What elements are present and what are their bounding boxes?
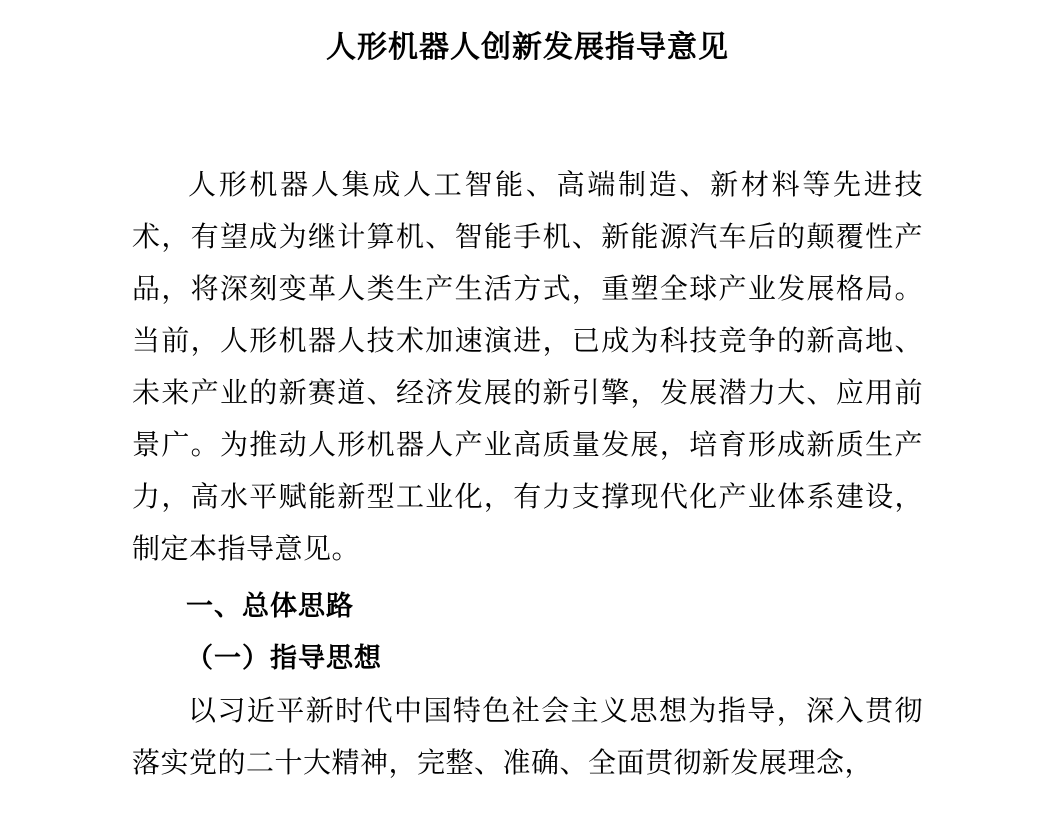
- heading-subsection-one: （一）指导思想: [186, 643, 382, 674]
- paragraph-guiding-ideology: 以习近平新时代中国特色社会主义思想为指导，深入贯彻落实党的二十大精神，完整、准确、全面贯彻新发展理念，: [132, 694, 923, 779]
- document-body: [0, 159, 1055, 789]
- page-title: 人形机器人创新发展指导意见: [326, 30, 729, 65]
- paragraph-intro: 人形机器人集成人工智能、高端制造、新材料等先进技术，有望成为继计算机、智能手机、新能源汽车后的颠覆性产品，将深刻变革人类生产生活方式，重塑全球产业发展格局。当前，人形机器人技术加速演进，已成为科技竞争的新高地、未来产业的新赛道、经济发展的新引擎，发展潜力大、应用前景广。为推动人形机器人产业高质量发展，培育形成新质生产力，高水平赋能新型工业化，有力支撑现代化产业体系建设，制定本指导意见。: [132, 168, 923, 565]
- document-page: [0, 28, 1055, 819]
- heading-section-one: 一、总体思路: [186, 591, 354, 622]
